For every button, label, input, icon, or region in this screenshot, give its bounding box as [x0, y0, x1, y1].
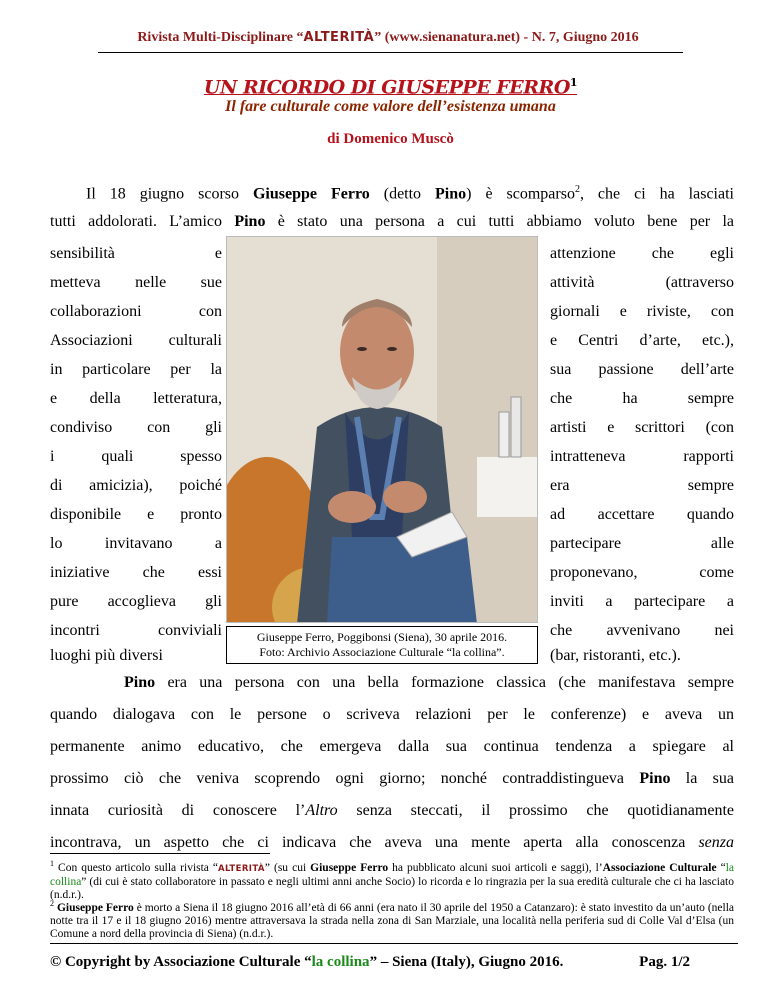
text-run: senza steccati, il prossimo che quotidianamente	[337, 802, 734, 819]
left-column-line: disponibile e pronto	[50, 506, 222, 523]
text-run: © Copyright by Associazione Culturale “	[50, 954, 312, 970]
left-column-line: Associazioni culturali	[50, 332, 222, 349]
text-italic: senza	[698, 834, 734, 851]
right-column-line: sua passione dell’arte	[550, 361, 734, 378]
header-left: Rivista Multi-Disciplinare “	[137, 30, 304, 45]
text-run: la sua	[670, 770, 735, 787]
name-bold: Pino	[435, 185, 467, 203]
name-bold: Giuseppe Ferro	[252, 185, 370, 203]
text-run: “	[716, 861, 726, 874]
name-bold: Pino	[639, 770, 671, 787]
right-column-line: e Centri d’arte, etc.),	[550, 332, 734, 349]
right-column-line: attenzione che egli	[550, 245, 734, 262]
name-bold: Pino	[234, 213, 266, 230]
name-bold: Associazione Culturale	[602, 861, 717, 874]
left-column-line: di amicizia), poiché	[50, 477, 222, 494]
photo-caption	[226, 626, 538, 664]
text-run: ” – Siena (Italy), Giugno 2016.	[369, 954, 564, 970]
left-column-line: condiviso con gli	[50, 419, 222, 436]
right-column-line: intratteneva rapporti	[550, 448, 734, 465]
text-run: , che ci ha lasciati	[579, 185, 734, 203]
text-run: innata curiosità di conoscere l’	[50, 802, 306, 819]
copyright-text	[50, 954, 563, 970]
article-title-text: UN RICORDO DI GIUSEPPE FERRO	[203, 76, 570, 99]
footnote-divider	[50, 853, 270, 854]
footnote-ref[interactable]: 2	[574, 184, 580, 195]
left-column-line: metteva nelle sue	[50, 274, 222, 291]
header-brand: ALTERITÀ	[303, 30, 375, 45]
article-subtitle: Il fare culturale come valore dell’esistenza umana	[225, 98, 556, 115]
collina-name: la collina	[311, 954, 370, 970]
right-column-line: che ha sempre	[550, 390, 734, 407]
text-italic: Altro	[305, 802, 338, 819]
body-line: quando dialogava con le persone o scriveva relazioni per le conferenze) e aveva un	[50, 706, 734, 723]
body-line: permanente animo educativo, che emergeva dalla sua continua tendenza a spiegare al	[50, 738, 734, 755]
header-right: ” (www.sienanatura.net) - N. 7, Giugno 2016	[374, 30, 639, 45]
left-column-line: in particolare per la	[50, 361, 222, 378]
right-column-line: ad accettare quando	[550, 506, 734, 523]
caption-line: Giuseppe Ferro, Poggibonsi (Siena), 30 aprile 2016.	[256, 630, 508, 644]
left-column-line: collaborazioni con	[50, 303, 222, 320]
text-run: era una persona con una bella formazione classica (che manifestava sempre	[155, 674, 734, 691]
article-author: di Domenico Muscò	[327, 131, 454, 147]
footnote-number: 2	[50, 899, 54, 908]
left-column-line: sensibilità e	[50, 245, 222, 262]
footnote-number: 1	[50, 859, 54, 868]
body-line	[50, 833, 734, 853]
portrait-photo	[226, 236, 538, 623]
body-line	[50, 212, 734, 232]
body-line	[50, 769, 734, 789]
left-column-line: lo invitavano a	[50, 535, 222, 552]
text-run: è stato una persona a cui tutti abbiamo voluto bene per la	[265, 213, 735, 230]
text-run: prossimo ciò che veniva scoprendo ogni giorno; nonché contraddistingueva	[50, 770, 640, 787]
text-run: incontrava, un aspetto che ci indicava che aveva una mente aperta alla conoscenza	[50, 834, 699, 851]
title-footnote-ref[interactable]: 1	[569, 76, 578, 89]
text-run: (detto	[369, 185, 436, 203]
name-bold: Giuseppe Ferro	[310, 861, 389, 874]
text-run: Il 18 giugno scorso	[86, 185, 253, 203]
right-column-line: proponevano, come	[550, 564, 734, 581]
left-column-line: i quali spesso	[50, 448, 222, 465]
text-run: ” (su cui	[264, 861, 311, 874]
caption-line: Foto: Archivio Associazione Culturale “la collina”.	[259, 645, 505, 659]
text-run: ha pubblicato alcuni suoi articoli e saggi), l’	[388, 861, 603, 874]
footnote-2	[50, 897, 734, 941]
article-title	[98, 76, 683, 98]
page-footer	[50, 954, 738, 971]
right-column-line: attività (attraverso	[550, 274, 734, 291]
right-column-line: partecipare alle	[550, 535, 734, 552]
collina-name: la collina	[50, 861, 734, 888]
left-column-line: iniziative che essi	[50, 564, 222, 581]
left-column-line: pure accoglieva gli	[50, 593, 222, 610]
footer-divider	[50, 943, 738, 944]
right-column-line: artisti e scrittori (con	[550, 419, 734, 436]
right-column-line: inviti a partecipare a	[550, 593, 734, 610]
body-line	[50, 180, 734, 204]
journal-header	[98, 30, 678, 46]
brand-name: ALTERITÀ	[218, 863, 265, 874]
footnote-1	[50, 857, 734, 902]
right-column-line: giornali e riviste, con	[550, 303, 734, 320]
right-column-line: (bar, ristoranti, etc.).	[550, 647, 681, 664]
text-run: ) è scomparso	[466, 185, 575, 203]
left-column-line: luoghi più diversi	[50, 647, 163, 664]
header-divider	[98, 52, 683, 53]
left-column-line: incontri conviviali	[50, 622, 222, 639]
text-run: Con questo articolo sulla rivista “	[54, 861, 219, 874]
text-run: ” (di cui è stato collaboratore in passato e negli ultimi anni anche Socio) lo ricorda e lo ringrazia per la sua eredità culturale che ci ha lasciato (n.d.r.).	[50, 875, 734, 901]
right-column-line: era sempre	[550, 477, 734, 494]
name-bold: Pino	[124, 674, 156, 691]
body-line	[50, 801, 734, 821]
text-run: tutti addolorati. L’amico	[50, 213, 235, 230]
right-column-line: che avvenivano nei	[550, 622, 734, 639]
portrait-illustration	[227, 237, 538, 623]
page-number: Pag. 1/2	[639, 954, 690, 970]
body-line	[50, 673, 734, 693]
text-run: è morto a Siena il 18 giugno 2016 all’età di 66 anni (era nato il 30 aprile del 1950 a Catanzaro): è stato investito da un’auto (nella notte tra il 17 e il 18 giugno 2016) mentre attraversava la strada nella zona di San Marziale, una località nella periferia sud di Colle Val d’Elsa (un Comune a nord della provincia di Siena) (n.d.r.).	[50, 901, 735, 940]
name-bold: Giuseppe Ferro	[56, 901, 134, 914]
left-column-line: e della letteratura,	[50, 390, 222, 407]
